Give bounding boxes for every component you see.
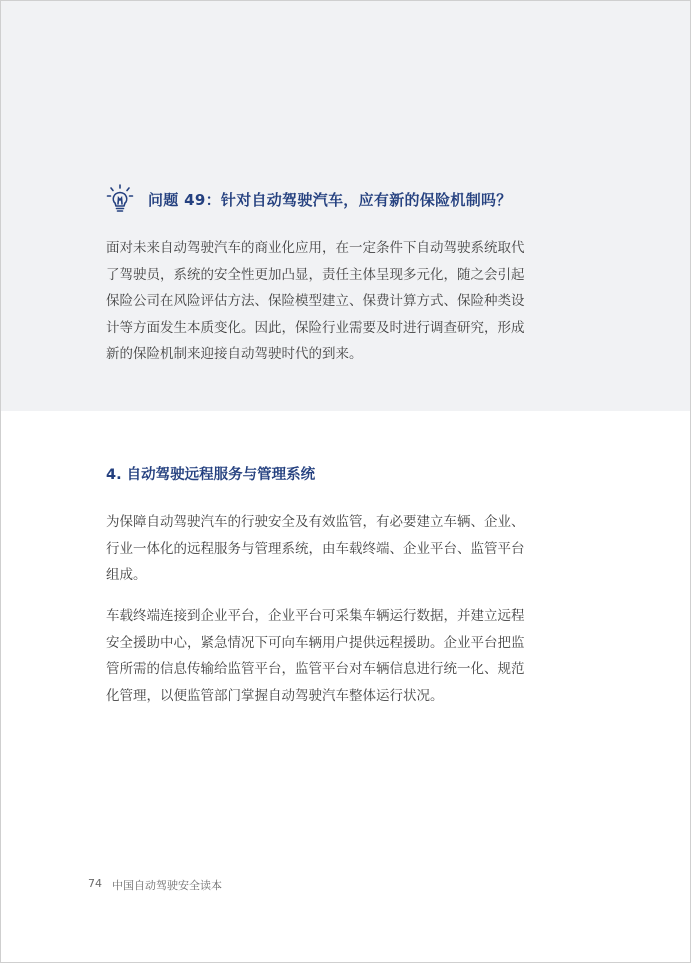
lightbulb-icon	[106, 184, 134, 214]
page-number: 74	[88, 877, 102, 890]
qa-answer-line: 新的保险机制来迎接自动驾驶时代的到来。	[106, 346, 363, 362]
paragraph-line: 车载终端连接到企业平台，企业平台可采集车辆运行数据，并建立远程	[106, 608, 525, 624]
paragraph-line: 安全援助中心，紧急情况下可向车辆用户提供远程援助。企业平台把监	[106, 634, 525, 651]
book-title: 中国自动驾驶安全读本	[112, 879, 222, 892]
paragraph-line: 管所需的信息传输给监管平台，监管平台对车辆信息进行统一化、规范	[106, 661, 525, 677]
paragraph-line: 组成。	[106, 567, 147, 583]
section-paragraph-1	[106, 509, 536, 589]
section-paragraph-2	[106, 603, 536, 709]
qa-answer	[106, 235, 536, 368]
paragraph-line: 为保障自动驾驶汽车的行驶安全及有效监管，有必要建立车辆、企业、	[106, 514, 525, 530]
qa-header	[106, 183, 512, 215]
qa-title: 问题 49：针对自动驾驶汽车，应有新的保险机制吗？	[148, 190, 512, 209]
page-footer	[88, 877, 222, 893]
qa-answer-line: 保险公司在风险评估方法、保险模型建立、保费计算方式、保险种类设	[106, 293, 525, 309]
qa-answer-line: 计等方面发生本质变化。因此，保险行业需要及时进行调查研究，形成	[106, 319, 525, 336]
paragraph-line: 行业一体化的远程服务与管理系统，由车载终端、企业平台、监管平台	[106, 540, 525, 557]
qa-answer-line: 了驾驶员，系统的安全性更加凸显，责任主体呈现多元化，随之会引起	[106, 266, 525, 283]
paragraph-line: 化管理，以便监管部门掌握自动驾驶汽车整体运行状况。	[106, 687, 444, 704]
qa-answer-line: 面对未来自动驾驶汽车的商业化应用，在一定条件下自动驾驶系统取代	[106, 240, 525, 256]
section-heading: 4. 自动驾驶远程服务与管理系统	[106, 467, 316, 483]
